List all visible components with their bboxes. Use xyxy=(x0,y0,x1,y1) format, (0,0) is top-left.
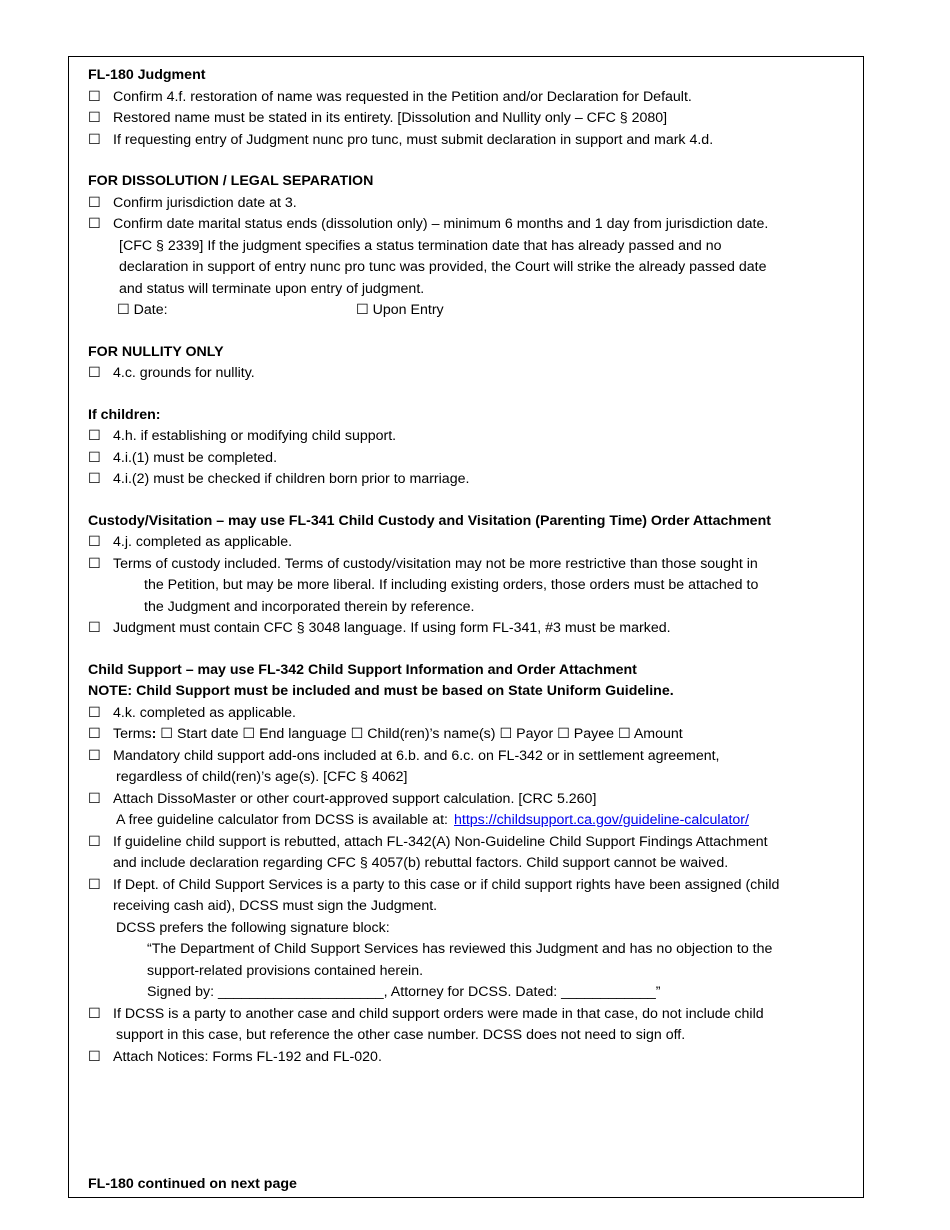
checkbox-icon[interactable]: ☐ xyxy=(88,704,101,721)
text-line: regardless of child(ren)’s age(s). [CFC § 4062] xyxy=(116,769,408,785)
checkbox-item[interactable] xyxy=(88,554,853,619)
checkbox-icon[interactable]: ☐ xyxy=(88,534,101,550)
option-upon-entry-checkbox[interactable]: ☐ Upon Entry xyxy=(356,302,444,318)
text-line: declaration in support of entry nunc pro tunc was provided, the Court will strike the already passed date xyxy=(119,259,767,275)
checkbox-item[interactable] xyxy=(88,746,853,789)
checkbox-icon[interactable]: ☐ xyxy=(88,620,101,636)
text-line: receiving cash aid), DCSS must sign the Judgment. xyxy=(113,898,438,914)
checkbox-label: If requesting entry of Judgment nunc pro tunc, must submit declaration in support and mark 4.d. xyxy=(113,131,714,148)
checkbox-item[interactable] xyxy=(88,618,853,640)
checkbox-icon[interactable]: ☐ xyxy=(88,365,101,381)
checkbox-label xyxy=(113,554,853,619)
nullity-heading: FOR NULLITY ONLY xyxy=(88,343,224,360)
text-line: “The Department of Child Support Services has reviewed this Judgment and has no objection to the xyxy=(147,941,773,957)
checkbox-item[interactable] xyxy=(88,875,853,1004)
checkbox-icon[interactable]: ☐ xyxy=(88,555,101,572)
text-line: If guideline child support is rebutted, attach FL-342(A) Non-Guideline Child Support Findings Attachment xyxy=(113,833,768,850)
children-heading: If children: xyxy=(88,406,161,423)
checkbox-item[interactable] xyxy=(88,1004,853,1047)
custody-heading: Custody/Visitation – may use FL-341 Child Custody and Visitation (Parenting Time) Order Attachment xyxy=(88,512,771,529)
checkbox-label xyxy=(113,214,853,236)
checkbox-item[interactable] xyxy=(88,108,853,130)
checkbox-icon[interactable]: ☐ xyxy=(88,876,101,893)
checkbox-label: Confirm jurisdiction date at 3. xyxy=(113,194,297,211)
checkbox-label: 4.i.(1) must be completed. xyxy=(113,449,278,466)
dissolution-heading: FOR DISSOLUTION / LEGAL SEPARATION xyxy=(88,173,374,189)
status-options xyxy=(88,300,853,322)
support-note: NOTE: Child Support must be included and must be based on State Uniform Guideline. xyxy=(88,683,674,699)
text-line: and status will terminate upon entry of judgment. xyxy=(119,280,425,297)
terms-options[interactable]: ☐ Start date ☐ End language ☐ Child(ren)’s name(s) ☐ Payor ☐ Payee ☐ Amount xyxy=(156,726,683,742)
checkbox-item[interactable] xyxy=(88,448,853,470)
text-line: Attach DissoMaster or other court-approved support calculation. [CRC 5.260] xyxy=(113,790,597,807)
checkbox-icon[interactable]: ☐ xyxy=(88,131,101,148)
checkbox-label: Restored name must be stated in its entirety. [Dissolution and Nullity only – CFC § 2080] xyxy=(113,110,668,126)
text-line: [CFC § 2339] If the judgment specifies a status termination date that has already passed and no xyxy=(119,237,722,254)
support-heading: Child Support – may use FL-342 Child Support Information and Order Attachment xyxy=(88,661,637,678)
text-line: Signed by: _____________________, Attorney for DCSS. Dated: ____________” xyxy=(147,984,661,1000)
checkbox-icon[interactable]: ☐ xyxy=(88,1048,101,1065)
continued-footer: FL-180 continued on next page xyxy=(88,1176,297,1192)
terms-colon: : xyxy=(151,726,157,742)
checkbox-icon[interactable]: ☐ xyxy=(88,449,101,466)
checkbox-item[interactable] xyxy=(88,214,853,236)
checkbox-item[interactable] xyxy=(88,87,853,109)
checkbox-icon[interactable]: ☐ xyxy=(88,216,101,232)
checkbox-label xyxy=(113,746,853,789)
checkbox-label: Judgment must contain CFC § 3048 language. If using form FL-341, #3 must be marked. xyxy=(113,620,671,636)
checkbox-label: Confirm 4.f. restoration of name was requested in the Petition and/or Declaration for Default. xyxy=(113,88,692,105)
fl180-heading: FL-180 Judgment xyxy=(88,67,206,83)
text-line: Confirm date marital status ends (dissolution only) – minimum 6 months and 1 day from jurisdiction date. xyxy=(113,216,769,232)
checkbox-icon[interactable]: ☐ xyxy=(88,88,101,105)
guideline-calculator-link[interactable]: https://childsupport.ca.gov/guideline-calculator/ xyxy=(454,812,749,828)
checkbox-label: 4.h. if establishing or modifying child support. xyxy=(113,428,397,444)
signature-quote xyxy=(113,939,853,1004)
checkbox-label: 4.i.(2) must be checked if children born prior to marriage. xyxy=(113,471,470,487)
checkbox-item[interactable] xyxy=(88,469,853,491)
checklist-content xyxy=(88,65,853,1068)
checkbox-item[interactable] xyxy=(88,1047,853,1069)
checkbox-label xyxy=(113,1004,853,1047)
checkbox-icon[interactable]: ☐ xyxy=(88,833,101,850)
checkbox-label: 4.c. grounds for nullity. xyxy=(113,365,255,381)
text-line: the Petition, but may be more liberal. If including existing orders, those orders must be attached to xyxy=(144,577,759,593)
terms-line xyxy=(113,724,853,746)
checkbox-label: 4.k. completed as applicable. xyxy=(113,704,296,721)
checkbox-label xyxy=(113,875,853,1004)
checkbox-icon[interactable]: ☐ xyxy=(88,1005,101,1022)
checkbox-icon[interactable]: ☐ xyxy=(88,194,101,211)
checkbox-icon[interactable]: ☐ xyxy=(88,471,101,487)
text-line: If Dept. of Child Support Services is a party to this case or if child support rights have been assigned (child xyxy=(113,876,780,893)
checkbox-item[interactable] xyxy=(88,703,853,725)
terms-label: Terms xyxy=(113,726,152,742)
checkbox-item[interactable] xyxy=(88,193,853,215)
text-line: support in this case, but reference the other case number. DCSS does not need to sign off. xyxy=(116,1027,686,1043)
checkbox-item[interactable] xyxy=(88,789,853,832)
text-line: support-related provisions contained herein. xyxy=(147,962,424,979)
checkbox-item[interactable] xyxy=(88,724,853,746)
calculator-text: A free guideline calculator from DCSS is available at: xyxy=(116,812,448,828)
text-line: Terms of custody included. Terms of custody/visitation may not be more restrictive than those sought in xyxy=(113,555,758,572)
checkbox-item[interactable] xyxy=(88,832,853,875)
checkbox-item[interactable] xyxy=(88,426,853,448)
option-date-checkbox[interactable]: ☐ Date: xyxy=(117,302,168,318)
text-line: If DCSS is a party to another case and child support orders were made in that case, do not include child xyxy=(113,1005,764,1022)
checkbox-icon[interactable]: ☐ xyxy=(88,747,101,764)
checkbox-item[interactable] xyxy=(88,363,853,385)
checkbox-icon[interactable]: ☐ xyxy=(88,110,101,126)
checkbox-label xyxy=(113,832,853,875)
text-line: and include declaration regarding CFC § 4057(b) rebuttal factors. Child support cannot be waived. xyxy=(113,855,729,871)
checkbox-item[interactable] xyxy=(88,532,853,554)
checkbox-icon[interactable]: ☐ xyxy=(88,790,101,807)
checkbox-icon[interactable]: ☐ xyxy=(88,428,101,444)
text-line: the Judgment and incorporated therein by reference. xyxy=(144,598,475,615)
checkbox-label: Attach Notices: Forms FL-192 and FL-020. xyxy=(113,1048,382,1065)
checkbox-item[interactable] xyxy=(88,130,853,152)
checkbox-icon[interactable]: ☐ xyxy=(88,726,101,742)
text-line xyxy=(113,810,853,832)
text-line: DCSS prefers the following signature block: xyxy=(116,919,390,936)
checkbox-label xyxy=(113,789,853,832)
text-line: Mandatory child support add-ons included at 6.b. and 6.c. on FL-342 or in settlement agreement, xyxy=(113,747,720,764)
checkbox-label: 4.j. completed as applicable. xyxy=(113,534,293,550)
